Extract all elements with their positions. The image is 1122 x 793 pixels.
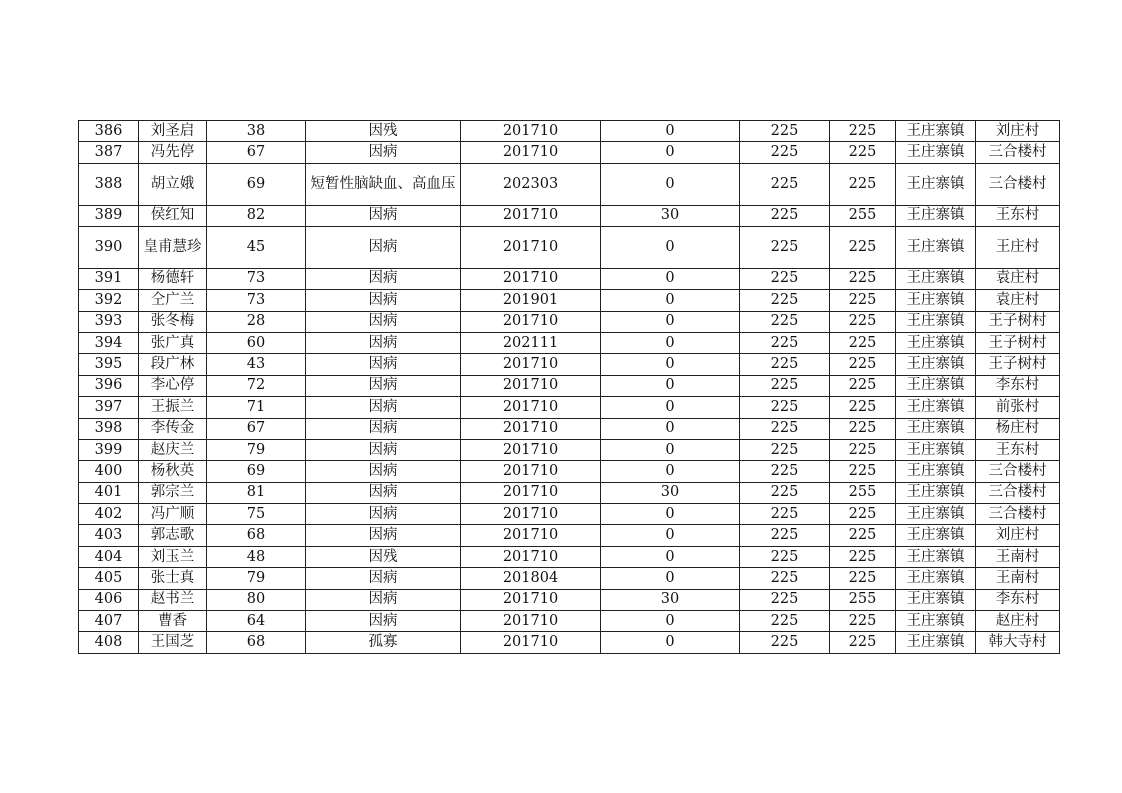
cell-town: 王庄寨镇 [896,504,976,525]
cell-index: 402 [79,504,139,525]
cell-village: 刘庄村 [976,525,1060,546]
cell-total-amount: 225 [830,546,896,567]
cell-extra-amount: 0 [601,142,740,163]
cell-town: 王庄寨镇 [896,142,976,163]
cell-name: 刘玉兰 [139,546,207,567]
table-row [79,354,1060,375]
cell-base-amount: 225 [740,418,830,439]
cell-start-month: 201710 [461,589,601,610]
cell-total-amount: 225 [830,439,896,460]
cell-town: 王庄寨镇 [896,332,976,353]
table-row [79,568,1060,589]
cell-age: 69 [207,163,306,205]
cell-index: 392 [79,290,139,311]
cell-reason: 因病 [306,311,461,332]
cell-town: 王庄寨镇 [896,375,976,396]
cell-age: 82 [207,205,306,226]
table-row [79,142,1060,163]
cell-name: 赵书兰 [139,589,207,610]
cell-village: 三合楼村 [976,482,1060,503]
cell-extra-amount: 0 [601,332,740,353]
cell-extra-amount: 0 [601,632,740,653]
cell-age: 45 [207,226,306,268]
cell-index: 390 [79,226,139,268]
cell-age: 81 [207,482,306,503]
cell-index: 396 [79,375,139,396]
cell-index: 401 [79,482,139,503]
cell-town: 王庄寨镇 [896,589,976,610]
table-row [79,418,1060,439]
cell-index: 406 [79,589,139,610]
cell-base-amount: 225 [740,142,830,163]
cell-reason: 因病 [306,611,461,632]
cell-reason: 因病 [306,205,461,226]
cell-age: 79 [207,568,306,589]
cell-age: 69 [207,461,306,482]
cell-start-month: 201710 [461,205,601,226]
cell-base-amount: 225 [740,461,830,482]
cell-start-month: 201901 [461,290,601,311]
cell-name: 仝广兰 [139,290,207,311]
cell-total-amount: 255 [830,205,896,226]
cell-name: 杨德轩 [139,268,207,289]
cell-base-amount: 225 [740,546,830,567]
cell-town: 王庄寨镇 [896,418,976,439]
cell-total-amount: 225 [830,375,896,396]
table-row [79,397,1060,418]
cell-age: 64 [207,611,306,632]
table-row [79,546,1060,567]
cell-extra-amount: 0 [601,354,740,375]
cell-extra-amount: 0 [601,375,740,396]
cell-name: 冯广顺 [139,504,207,525]
table-row [79,226,1060,268]
table-row [79,461,1060,482]
cell-age: 43 [207,354,306,375]
cell-town: 王庄寨镇 [896,482,976,503]
cell-index: 397 [79,397,139,418]
table-row [79,504,1060,525]
cell-name: 赵庆兰 [139,439,207,460]
cell-reason: 因病 [306,439,461,460]
cell-base-amount: 225 [740,568,830,589]
cell-town: 王庄寨镇 [896,163,976,205]
cell-village: 刘庄村 [976,121,1060,142]
cell-start-month: 201710 [461,504,601,525]
cell-village: 三合楼村 [976,142,1060,163]
cell-index: 404 [79,546,139,567]
cell-village: 王子树村 [976,332,1060,353]
cell-reason: 因病 [306,332,461,353]
cell-extra-amount: 0 [601,226,740,268]
cell-extra-amount: 0 [601,525,740,546]
cell-town: 王庄寨镇 [896,439,976,460]
cell-index: 399 [79,439,139,460]
cell-village: 三合楼村 [976,163,1060,205]
cell-name: 皇甫慧珍 [139,226,207,268]
cell-total-amount: 225 [830,504,896,525]
cell-town: 王庄寨镇 [896,268,976,289]
cell-extra-amount: 30 [601,589,740,610]
cell-start-month: 201710 [461,632,601,653]
cell-start-month: 201710 [461,525,601,546]
cell-name: 段广林 [139,354,207,375]
cell-village: 前张村 [976,397,1060,418]
cell-start-month: 201710 [461,121,601,142]
cell-age: 60 [207,332,306,353]
cell-base-amount: 225 [740,163,830,205]
cell-town: 王庄寨镇 [896,121,976,142]
table-row [79,439,1060,460]
cell-total-amount: 225 [830,290,896,311]
cell-total-amount: 225 [830,397,896,418]
cell-start-month: 201710 [461,439,601,460]
cell-total-amount: 225 [830,226,896,268]
cell-name: 郭志歌 [139,525,207,546]
cell-start-month: 201804 [461,568,601,589]
cell-name: 王国芝 [139,632,207,653]
cell-extra-amount: 0 [601,268,740,289]
cell-town: 王庄寨镇 [896,525,976,546]
cell-age: 79 [207,439,306,460]
cell-base-amount: 225 [740,226,830,268]
table-row [79,205,1060,226]
cell-reason: 因病 [306,568,461,589]
cell-town: 王庄寨镇 [896,611,976,632]
cell-index: 388 [79,163,139,205]
table-row [79,290,1060,311]
cell-town: 王庄寨镇 [896,354,976,375]
cell-age: 72 [207,375,306,396]
table-row [79,482,1060,503]
cell-total-amount: 225 [830,632,896,653]
cell-index: 408 [79,632,139,653]
cell-start-month: 201710 [461,546,601,567]
cell-name: 张冬梅 [139,311,207,332]
cell-village: 李东村 [976,375,1060,396]
cell-village: 杨庄村 [976,418,1060,439]
cell-total-amount: 225 [830,354,896,375]
cell-start-month: 201710 [461,482,601,503]
cell-base-amount: 225 [740,482,830,503]
cell-village: 王子树村 [976,311,1060,332]
cell-total-amount: 225 [830,568,896,589]
cell-reason: 因病 [306,226,461,268]
cell-reason: 因病 [306,290,461,311]
cell-extra-amount: 0 [601,163,740,205]
cell-village: 王东村 [976,439,1060,460]
cell-extra-amount: 0 [601,439,740,460]
cell-start-month: 201710 [461,268,601,289]
table-row [79,163,1060,205]
cell-start-month: 202303 [461,163,601,205]
cell-extra-amount: 0 [601,611,740,632]
table-row [79,589,1060,610]
cell-village: 王南村 [976,568,1060,589]
table-row [79,311,1060,332]
cell-name: 张广真 [139,332,207,353]
cell-extra-amount: 0 [601,311,740,332]
cell-reason: 因残 [306,546,461,567]
cell-town: 王庄寨镇 [896,397,976,418]
cell-village: 王南村 [976,546,1060,567]
cell-village: 王庄村 [976,226,1060,268]
cell-reason: 因病 [306,504,461,525]
cell-index: 386 [79,121,139,142]
cell-index: 393 [79,311,139,332]
cell-age: 68 [207,632,306,653]
cell-index: 398 [79,418,139,439]
cell-start-month: 201710 [461,418,601,439]
cell-extra-amount: 0 [601,546,740,567]
cell-total-amount: 225 [830,268,896,289]
cell-reason: 因病 [306,354,461,375]
cell-base-amount: 225 [740,397,830,418]
cell-village: 王子树村 [976,354,1060,375]
cell-base-amount: 225 [740,504,830,525]
table-row [79,332,1060,353]
cell-extra-amount: 0 [601,290,740,311]
cell-town: 王庄寨镇 [896,290,976,311]
cell-index: 394 [79,332,139,353]
cell-age: 75 [207,504,306,525]
cell-extra-amount: 0 [601,461,740,482]
cell-village: 李东村 [976,589,1060,610]
cell-total-amount: 225 [830,418,896,439]
cell-total-amount: 225 [830,461,896,482]
cell-name: 曹香 [139,611,207,632]
table-row [79,268,1060,289]
cell-reason: 因病 [306,461,461,482]
cell-town: 王庄寨镇 [896,226,976,268]
cell-age: 67 [207,142,306,163]
cell-reason: 因病 [306,375,461,396]
assistance-roster-table [78,120,1060,654]
cell-reason: 因病 [306,525,461,546]
cell-age: 73 [207,268,306,289]
cell-name: 胡立娥 [139,163,207,205]
cell-age: 80 [207,589,306,610]
cell-extra-amount: 0 [601,504,740,525]
cell-reason: 因病 [306,482,461,503]
cell-age: 71 [207,397,306,418]
cell-extra-amount: 0 [601,397,740,418]
cell-index: 403 [79,525,139,546]
cell-town: 王庄寨镇 [896,461,976,482]
cell-reason: 因病 [306,397,461,418]
cell-name: 张士真 [139,568,207,589]
table-row [79,632,1060,653]
cell-extra-amount: 0 [601,568,740,589]
cell-name: 刘圣启 [139,121,207,142]
cell-reason: 孤寡 [306,632,461,653]
cell-total-amount: 225 [830,142,896,163]
cell-start-month: 201710 [461,461,601,482]
cell-reason: 短暂性脑缺血、高血压 [306,163,461,205]
cell-total-amount: 225 [830,525,896,546]
cell-total-amount: 225 [830,611,896,632]
cell-reason: 因残 [306,121,461,142]
cell-total-amount: 255 [830,482,896,503]
cell-village: 王东村 [976,205,1060,226]
table-row [79,121,1060,142]
cell-base-amount: 225 [740,589,830,610]
cell-age: 38 [207,121,306,142]
cell-base-amount: 225 [740,311,830,332]
cell-village: 袁庄村 [976,268,1060,289]
cell-town: 王庄寨镇 [896,205,976,226]
cell-reason: 因病 [306,268,461,289]
cell-index: 400 [79,461,139,482]
table-row [79,525,1060,546]
cell-name: 侯红知 [139,205,207,226]
cell-reason: 因病 [306,142,461,163]
cell-extra-amount: 30 [601,482,740,503]
cell-base-amount: 225 [740,525,830,546]
cell-base-amount: 225 [740,632,830,653]
cell-age: 73 [207,290,306,311]
cell-base-amount: 225 [740,439,830,460]
cell-village: 袁庄村 [976,290,1060,311]
cell-index: 405 [79,568,139,589]
table-row [79,611,1060,632]
cell-index: 387 [79,142,139,163]
cell-base-amount: 225 [740,611,830,632]
cell-start-month: 202111 [461,332,601,353]
cell-village: 赵庄村 [976,611,1060,632]
cell-start-month: 201710 [461,311,601,332]
cell-name: 李心停 [139,375,207,396]
cell-age: 68 [207,525,306,546]
cell-base-amount: 225 [740,375,830,396]
cell-town: 王庄寨镇 [896,546,976,567]
cell-index: 391 [79,268,139,289]
cell-base-amount: 225 [740,290,830,311]
cell-index: 407 [79,611,139,632]
cell-base-amount: 225 [740,205,830,226]
cell-base-amount: 225 [740,332,830,353]
cell-index: 389 [79,205,139,226]
cell-name: 杨秋英 [139,461,207,482]
cell-extra-amount: 0 [601,418,740,439]
cell-village: 三合楼村 [976,461,1060,482]
cell-start-month: 201710 [461,375,601,396]
table-row [79,375,1060,396]
cell-age: 48 [207,546,306,567]
cell-name: 冯先停 [139,142,207,163]
cell-total-amount: 225 [830,163,896,205]
cell-reason: 因病 [306,589,461,610]
cell-reason: 因病 [306,418,461,439]
cell-start-month: 201710 [461,397,601,418]
cell-total-amount: 225 [830,311,896,332]
cell-start-month: 201710 [461,611,601,632]
cell-base-amount: 225 [740,268,830,289]
cell-town: 王庄寨镇 [896,568,976,589]
cell-town: 王庄寨镇 [896,311,976,332]
cell-start-month: 201710 [461,226,601,268]
cell-start-month: 201710 [461,142,601,163]
cell-name: 王振兰 [139,397,207,418]
cell-age: 28 [207,311,306,332]
cell-total-amount: 225 [830,121,896,142]
cell-index: 395 [79,354,139,375]
cell-village: 三合楼村 [976,504,1060,525]
cell-village: 韩大寺村 [976,632,1060,653]
cell-base-amount: 225 [740,121,830,142]
cell-total-amount: 255 [830,589,896,610]
cell-total-amount: 225 [830,332,896,353]
cell-extra-amount: 0 [601,121,740,142]
cell-age: 67 [207,418,306,439]
cell-extra-amount: 30 [601,205,740,226]
cell-start-month: 201710 [461,354,601,375]
cell-name: 郭宗兰 [139,482,207,503]
cell-base-amount: 225 [740,354,830,375]
cell-town: 王庄寨镇 [896,632,976,653]
cell-name: 李传金 [139,418,207,439]
